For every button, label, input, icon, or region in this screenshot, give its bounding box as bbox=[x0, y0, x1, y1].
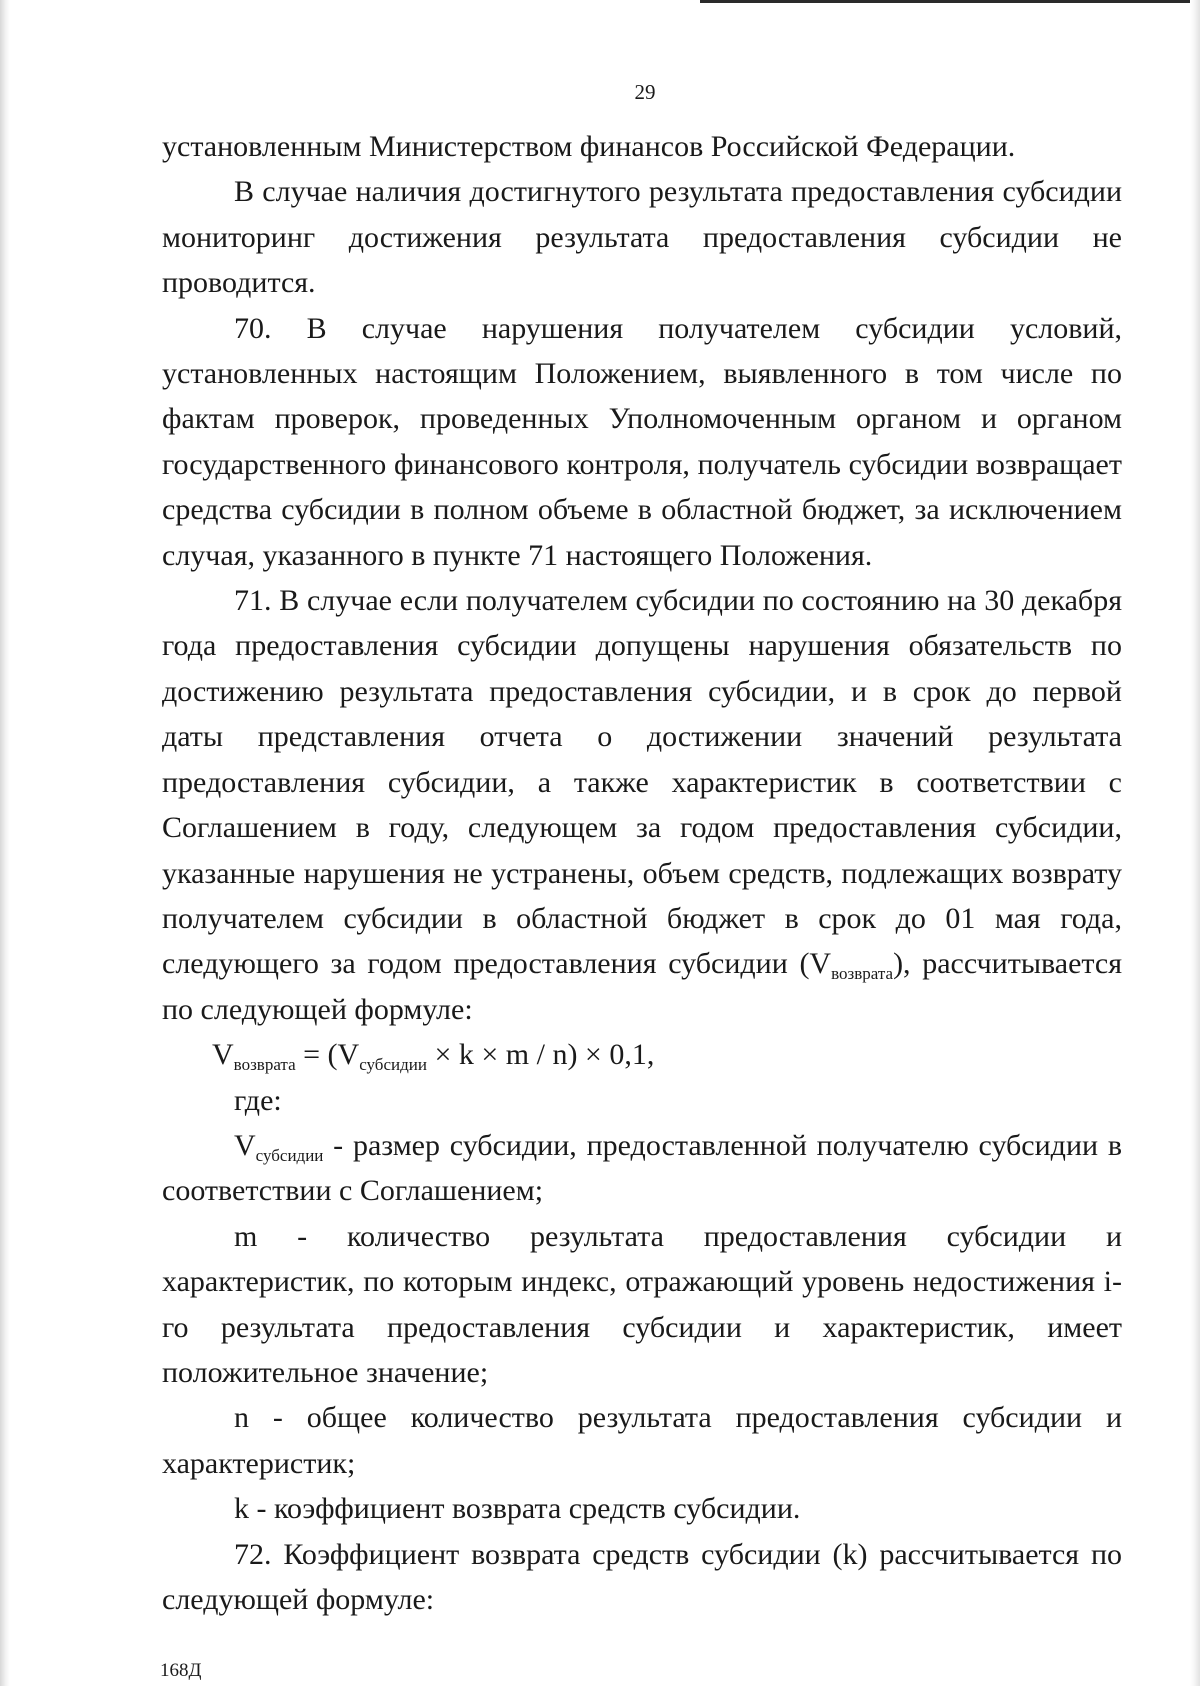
definition-m: m - количество результата предоставления субсидии и характеристик, по которым индекс, отражающий уровень недостижения i-го результата предоставления субсидии и характеристик, имеет положительное значение; bbox=[162, 1219, 1122, 1389]
formula-v: V bbox=[212, 1038, 234, 1072]
paragraph-monitoring: В случае наличия достигнутого результата предоставления субсидии мониторинг достижения результата предоставления субсидии не проводится. bbox=[162, 175, 1122, 300]
paragraph-71 bbox=[162, 578, 1122, 1032]
document-body bbox=[162, 124, 1122, 1622]
definition-k: k - коэффициент возврата средств субсидии. bbox=[234, 1492, 801, 1526]
scan-top-edge bbox=[700, 0, 1200, 3]
paragraph-72: 72. Коэффициент возврата средств субсидии (k) рассчитывается по следующей формуле: bbox=[162, 1537, 1122, 1616]
paragraph-71-text: 71. В случае если получателем субсидии по состоянию на 30 декабря года предоставления субсидии допущены нарушения обязательств по достижению результата предоставления субсидии, и в срок до первой даты представления отчета о достижении значений результата предоставления субсидии, а также характеристик в соответствии с Соглашением в году, следующем за годом предоставления субсидии, указанные нарушения не устранены, объем средств, подлежащих возврату получателем субсидии в областной бюджет в срок до 01 мая года, следующего за годом предоставления субсидии (V bbox=[162, 584, 1122, 981]
paragraph-71-subscript: возврата bbox=[831, 964, 894, 984]
definition-v: V bbox=[234, 1128, 256, 1162]
formula-subscript-subsidy: субсидии bbox=[359, 1055, 427, 1075]
paragraph-70: 70. В случае нарушения получателем субсидии условий, установленных настоящим Положением, выявленного в том числе по фактам проверок, проведенных Уполномоченным органом и органом государственного финансового контроля, получатель субсидии возвращает средства субсидии в полном объеме в областной бюджет, за исключением случая, указанного в пункте 71 настоящего Положения. bbox=[162, 311, 1122, 572]
formula-return-volume bbox=[162, 1032, 1122, 1077]
formula-subscript-return: возврата bbox=[233, 1055, 296, 1075]
definition-v-subsidy bbox=[162, 1123, 1122, 1214]
page-number: 29 bbox=[634, 80, 656, 104]
document-code: 168Д bbox=[160, 1660, 202, 1681]
paragraph-71-tail: ), рассчитывается по следующей формуле: bbox=[162, 947, 1122, 1026]
formula-tail: × k × m / n) × 0,1, bbox=[426, 1038, 655, 1072]
definition-n: n - общее количество результата предоставления субсидии и характеристик; bbox=[162, 1401, 1122, 1480]
scan-right-edge bbox=[1190, 0, 1200, 1686]
formula-middle: = (V bbox=[295, 1038, 360, 1072]
definition-v-text: - размер субсидии, предоставленной получателю субсидии в соответствии с Соглашением; bbox=[162, 1128, 1122, 1208]
paragraph-continuation: установленным Министерством финансов Российской Федерации. bbox=[162, 130, 1016, 163]
scan-left-edge bbox=[0, 0, 10, 1686]
definition-v-subscript: субсидии bbox=[255, 1145, 324, 1165]
where-label: где: bbox=[234, 1083, 282, 1117]
